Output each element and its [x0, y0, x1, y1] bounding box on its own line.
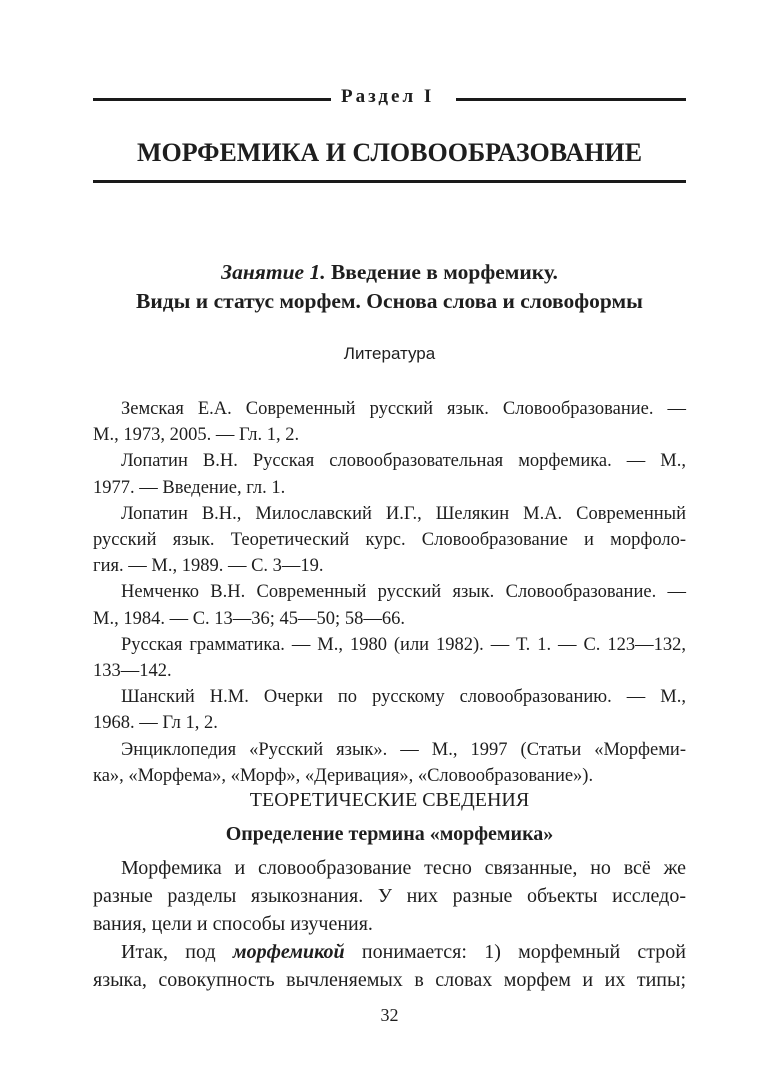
- lesson-title-line2: Виды и статус морфем. Основа слова и словоформы: [136, 289, 643, 313]
- bib-line: М., 1984. — С. 13—36; 45—50; 58—66.: [93, 609, 405, 629]
- paragraph-line: разные разделы языкознания. У них разные объекты исследо-: [93, 885, 686, 907]
- section-rule-right: [456, 98, 686, 101]
- bib-line: Энциклопедия «Русский язык». — М., 1997 (Статьи «Морфеми-: [121, 740, 686, 760]
- paragraph-text: понимается: 1) морфемный строй: [344, 941, 686, 963]
- bib-line: Лопатин В.Н. Русская словообразовательная морфемика. — М.,: [121, 451, 686, 471]
- section-rule-left: [93, 98, 331, 101]
- section-label: Раздел I: [341, 86, 435, 107]
- literature-heading: Литература: [343, 344, 436, 363]
- lesson-title-text: Введение в морфемику.: [330, 260, 558, 284]
- section-title: МОРФЕМИКА И СЛОВООБРАЗОВАНИЕ: [136, 138, 643, 167]
- paragraph-line: Морфемика и словообразование тесно связанные, но всё же: [121, 857, 686, 879]
- paragraph-text: Итак, под: [121, 941, 233, 963]
- bib-line: Земская Е.А. Современный русский язык. Словообразование. —: [121, 399, 686, 419]
- bib-line: Лопатин В.Н., Милославский И.Г., Шелякин М.А. Современный: [121, 504, 686, 524]
- bib-line: русский язык. Теоретический курс. Словообразование и морфоло-: [93, 530, 686, 550]
- lesson-label: Занятие 1.: [221, 260, 326, 284]
- bib-line: Русская грамматика. — М., 1980 (или 1982). — Т. 1. — С. 123—132,: [121, 635, 686, 655]
- bib-line: Немченко В.Н. Современный русский язык. Словообразование. —: [121, 582, 686, 602]
- section-title-rule: [93, 180, 686, 183]
- theory-subheading: Определение термина «морфемика»: [225, 823, 554, 845]
- paragraph-line: вания, цели и способы изучения.: [93, 913, 373, 935]
- bib-line: 133—142.: [93, 661, 172, 681]
- bib-line: 1968. — Гл 1, 2.: [93, 713, 218, 733]
- bib-line: Шанский Н.М. Очерки по русскому словообразованию. — М.,: [121, 687, 686, 707]
- bib-line: 1977. — Введение, гл. 1.: [93, 478, 286, 498]
- page-number: 32: [380, 1005, 399, 1025]
- term-emphasis: морфемикой: [232, 941, 345, 963]
- paragraph-line: языка, совокупность вычленяемых в словах морфем и их типы;: [93, 969, 686, 991]
- theory-heading: ТЕОРЕТИЧЕСКИЕ СВЕДЕНИЯ: [249, 789, 530, 811]
- paragraph-line: [121, 940, 686, 964]
- bib-line: ка», «Морфема», «Морф», «Деривация», «Словообразование»).: [93, 766, 594, 786]
- bib-line: М., 1973, 2005. — Гл. 1, 2.: [93, 425, 300, 445]
- bib-line: гия. — М., 1989. — С. 3—19.: [93, 556, 324, 576]
- lesson-title-line1: [93, 260, 686, 285]
